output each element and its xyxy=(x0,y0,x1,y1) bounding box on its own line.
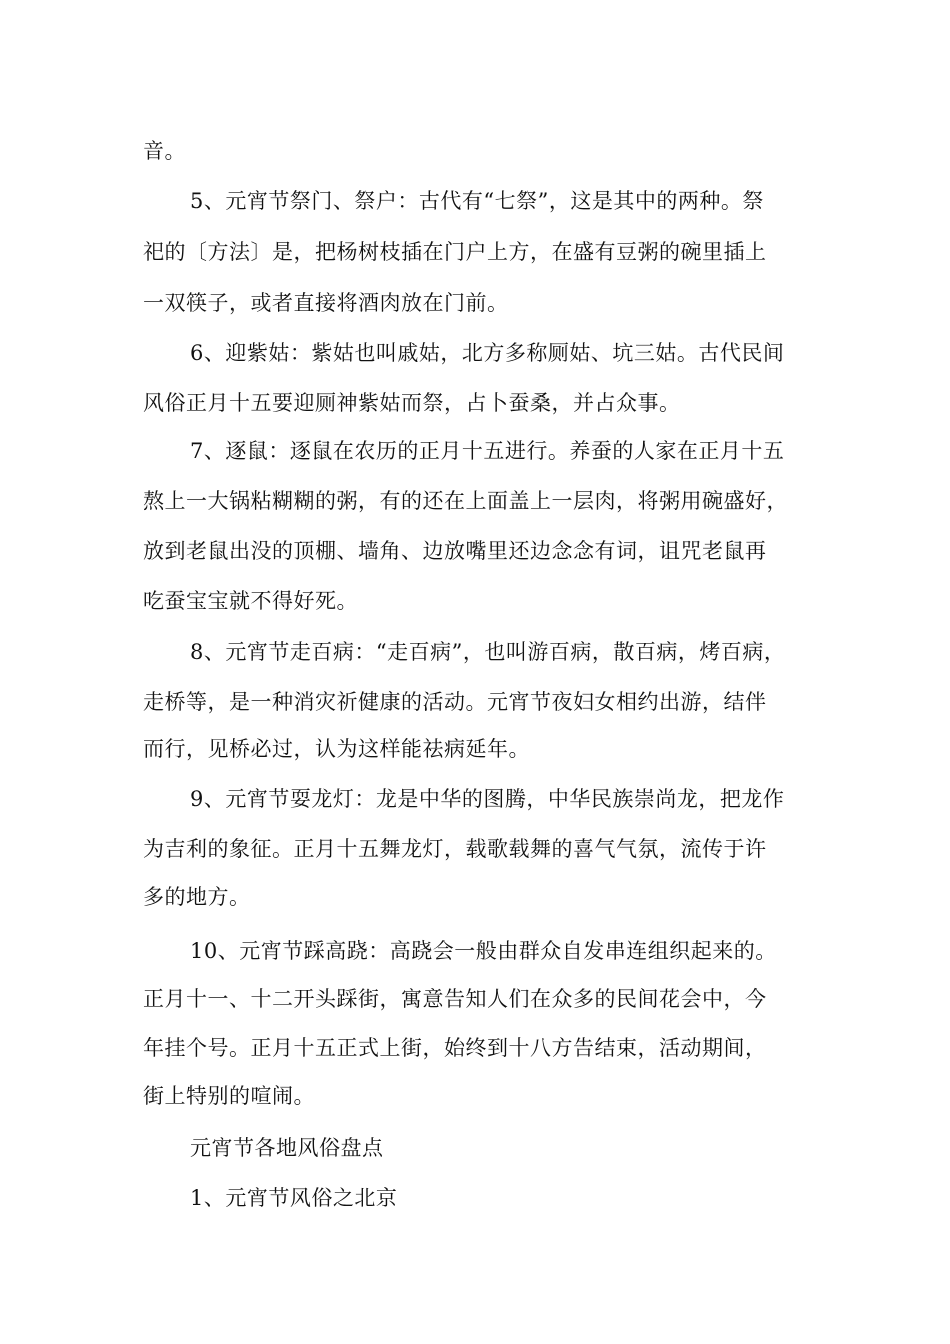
paragraph-7-line-3: 放到老鼠出没的顶棚、墙角、边放嘴里还边念念有词，诅咒老鼠再 xyxy=(143,539,767,563)
paragraph-6-line-1: 6、迎紫姑：紫姑也叫戚姑，北方多称厕姑、坑三姑。古代民间 xyxy=(190,341,785,365)
paragraph-5-line-1: 5、元宵节祭门、祭户：古代有“七祭”，这是其中的两种。祭 xyxy=(190,189,764,213)
paragraph-9-line-2: 为吉利的象征。正月十五舞龙灯，载歌载舞的喜气气氛，流传于许 xyxy=(143,837,767,861)
paragraph-10-line-1: 10、元宵节踩高跷：高跷会一般由群众自发串连组织起来的。 xyxy=(190,939,777,963)
subsection-heading: 1、元宵节风俗之北京 xyxy=(190,1186,398,1210)
paragraph-7-line-2: 熬上一大锅粘糊糊的粥，有的还在上面盖上一层肉，将粥用碗盛好， xyxy=(143,489,788,513)
paragraph-5-line-2: 祀的〔方法〕是，把杨树枝插在门户上方，在盛有豆粥的碗里插上 xyxy=(143,240,767,264)
paragraph-9-line-1: 9、元宵节耍龙灯：龙是中华的图腾，中华民族崇尚龙，把龙作 xyxy=(190,787,785,811)
paragraph-9-line-3: 多的地方。 xyxy=(143,885,251,909)
paragraph-8-line-2: 走桥等，是一种消灾祈健康的活动。元宵节夜妇女相约出游，结伴 xyxy=(143,690,767,714)
paragraph-7-line-4: 吃蚕宝宝就不得好死。 xyxy=(143,589,358,613)
paragraph-10-line-3: 年挂个号。正月十五正式上街，始终到十八方告结束，活动期间， xyxy=(143,1036,767,1060)
text-line: 音。 xyxy=(143,139,186,163)
paragraph-5-line-3: 一双筷子，或者直接将酒肉放在门前。 xyxy=(143,291,509,315)
paragraph-8-line-3: 而行，见桥必过，认为这样能祛病延年。 xyxy=(143,737,530,761)
section-heading: 元宵节各地风俗盘点 xyxy=(190,1136,384,1160)
paragraph-8-line-1: 8、元宵节走百病：“走百病”，也叫游百病，散百病，烤百病， xyxy=(190,640,786,664)
paragraph-10-line-2: 正月十一、十二开头踩街，寓意告知人们在众多的民间花会中，今 xyxy=(143,987,767,1011)
paragraph-6-line-2: 风俗正月十五要迎厕神紫姑而祭，占卜蚕桑，并占众事。 xyxy=(143,391,681,415)
paragraph-7-line-1: 7、逐鼠：逐鼠在农历的正月十五进行。养蚕的人家在正月十五 xyxy=(190,439,785,463)
paragraph-10-line-4: 街上特别的喧闹。 xyxy=(143,1084,315,1108)
